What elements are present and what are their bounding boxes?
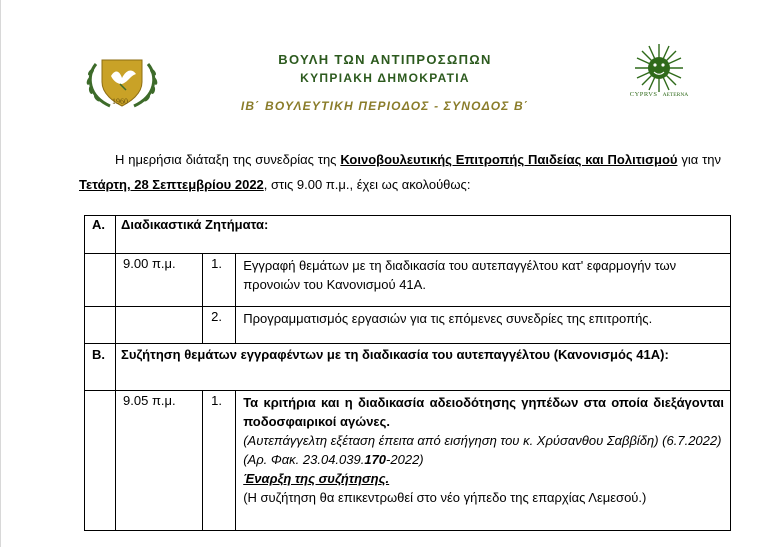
section-b-letter: Β. [85,344,116,391]
file-reference: (Αρ. Φακ. 23.04.039.170-2022) [243,452,424,467]
intro-text-2: για την [677,152,721,167]
sun-logo-caption-main: CYPRVS [629,91,658,98]
item-number: 1. [203,254,236,307]
republic-title: ΚΥΠΡΙΑΚΗ ΔΗΜΟΚΡΑΤΙΑ [300,71,470,85]
sun-logo-caption [628,91,690,98]
meeting-date: Τετάρτη, 28 Σεπτεμβρίου 2022 [79,177,264,192]
section-a-header [85,216,731,254]
table-row [85,307,731,344]
item-text: Προγραμματισμός εργασιών για τις επόμενες συνεδρίες της επιτροπής. [236,307,731,344]
section-a-letter: Α. [85,216,116,254]
item-time [116,307,203,344]
page-left-border [0,0,1,547]
agenda-table [84,215,731,531]
cyprus-coat-of-arms-icon [82,54,162,110]
table-row [85,254,731,307]
section-b-title: Συζήτηση θεμάτων εγγραφέντων με τη διαδικασία του αυτεπαγγέλτου (Κανονισμός 41Α): [116,344,731,391]
item-time: 9.00 π.μ. [116,254,203,307]
item-note: (Αυτεπάγγελτη εξέταση έπειτα από εισήγηση του κ. Χρύσανθου Σαββίδη) (6.7.2022) [243,433,722,448]
sun-logo-caption-sub: AETERNA [662,92,689,98]
discussion-focus: (Η συζήτηση θα επικεντρωθεί στο νέο γήπεδο της επαρχίας Λεμεσού.) [243,490,647,505]
intro-text-3: , στις 9.00 π.μ., έχει ως ακολούθως: [263,177,471,192]
intro-text-1: Η ημερήσια διάταξη της συνεδρίας της [115,152,341,167]
item-number: 2. [203,307,236,344]
intro-paragraph [79,147,721,197]
item-title: Τα κριτήρια και η διαδικασία αδειοδότησης γηπέδων στα οποία διεξάγονται ποδοσφαιρικοί αγώνες. [243,395,724,429]
section-b-header [85,344,731,391]
committee-name: Κοινοβουλευτικής Επιτροπής Παιδείας και Πολιτισμού [340,152,678,167]
parliament-title: ΒΟΥΛΗ ΤΩΝ ΑΝΤΙΠΡΟΣΩΠΩΝ [278,52,492,67]
cyprus-sun-logo-icon [628,40,690,126]
section-a-title: Διαδικαστικά Ζητήματα: [116,216,731,254]
discussion-start-label: Έναρξη της συζήτησης. [243,471,390,486]
session-title: ΙΒ΄ ΒΟΥΛΕΥΤΙΚΗ ΠΕΡΙΟΔΟΣ - ΣΥΝΟΔΟΣ Β΄ [240,99,530,113]
item-time: 9.05 π.μ. [116,391,203,531]
table-row [85,391,731,531]
item-number: 1. [203,391,236,531]
item-details [236,391,731,531]
item-text: Εγγραφή θεμάτων με τη διαδικασία του αυτεπαγγέλτου κατ' εφαρμογήν των προνοιών του Κανονισμού 41Α. [236,254,731,307]
svg-text:1960: 1960 [112,97,128,106]
